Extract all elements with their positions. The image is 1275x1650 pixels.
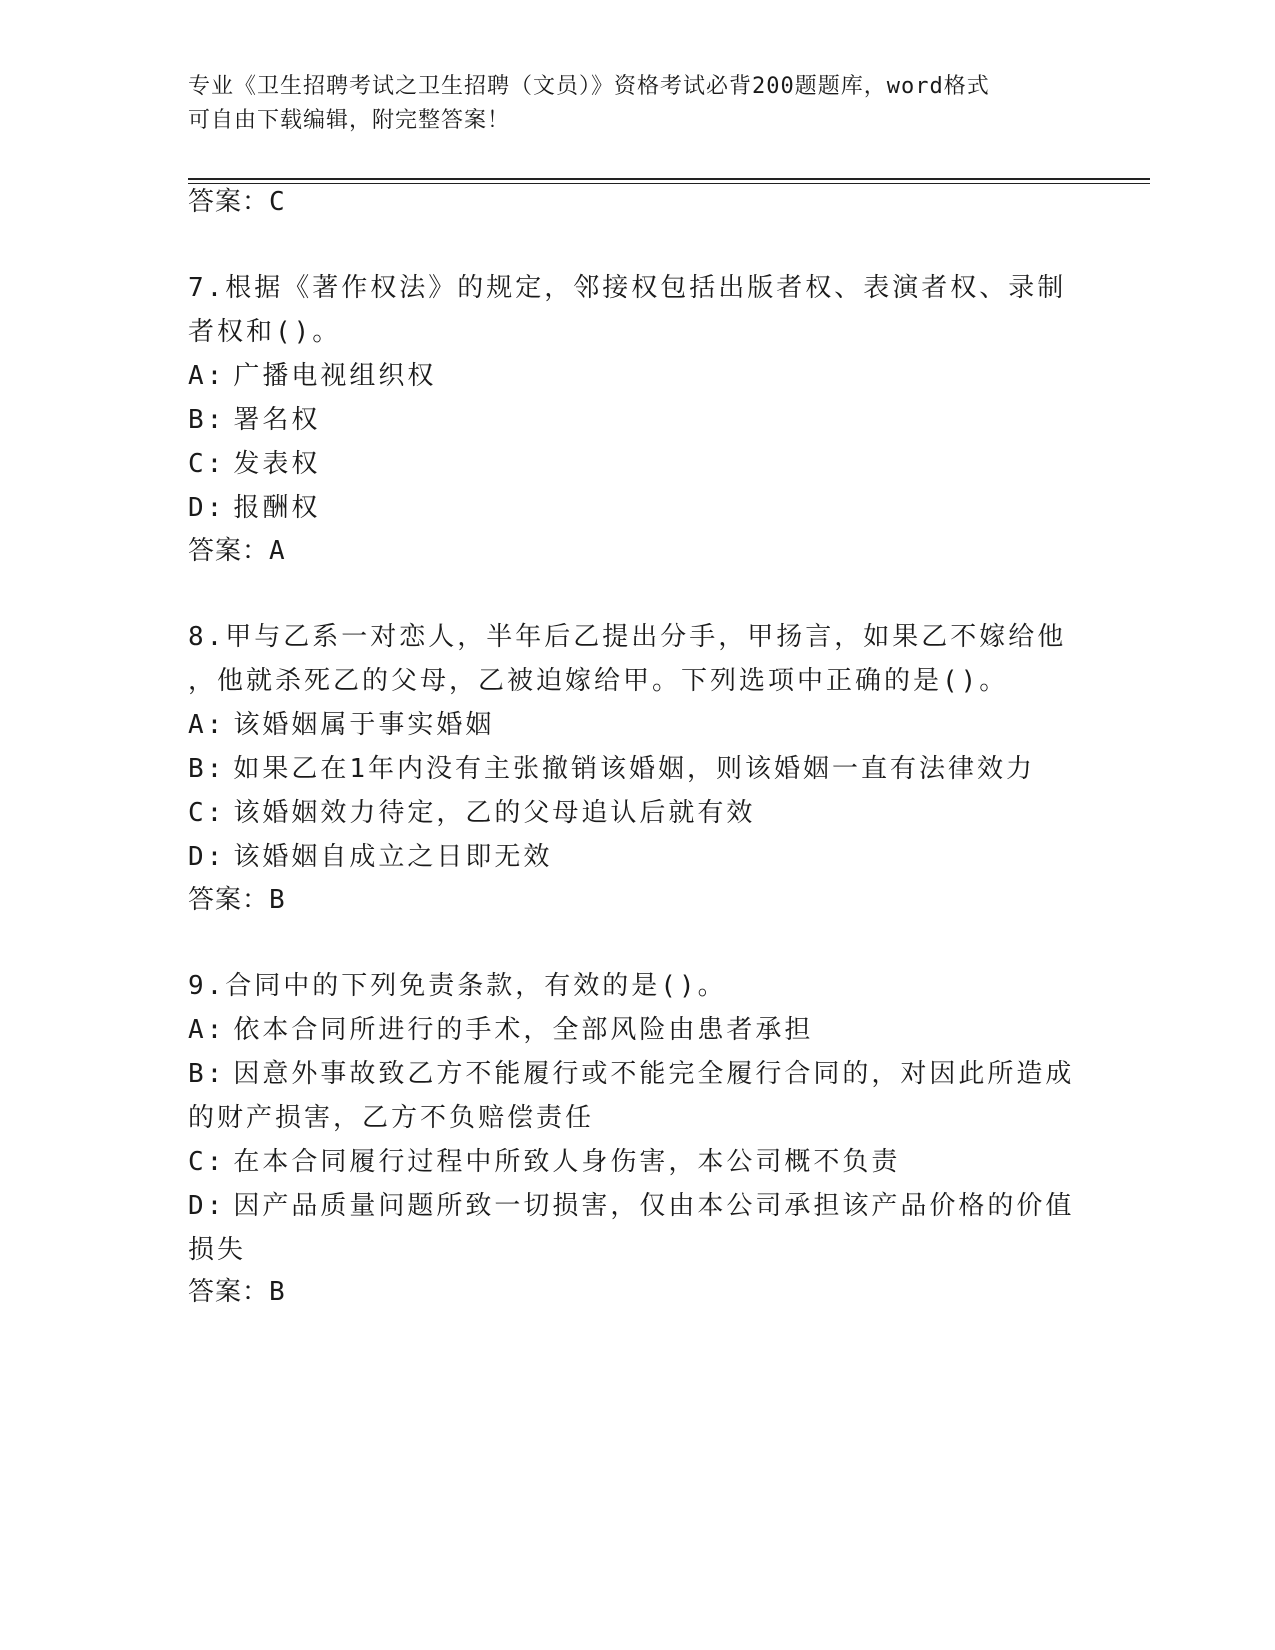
question-7-option-a	[188, 354, 1088, 399]
option-key: D:	[188, 1191, 226, 1221]
question-8-option-d	[188, 835, 1088, 880]
question-9-option-d-continuation: 损失	[188, 1235, 247, 1265]
question-7-option-b	[188, 398, 1088, 443]
question-8-stem-line-2: ，他就杀死乙的父母，乙被迫嫁给甲。下列选项中正确的是()。	[188, 666, 1009, 696]
option-key: C:	[188, 1147, 226, 1177]
option-key: D:	[188, 842, 226, 872]
question-8-option-b	[188, 747, 1088, 792]
question-7-stem-line-1: 7.根据《著作权法》的规定，邻接权包括出版者权、表演者权、录制	[188, 273, 1067, 303]
option-text: 该婚姻自成立之日即无效	[233, 842, 553, 872]
question-9-option-c	[188, 1140, 1088, 1185]
option-text: 署名权	[233, 405, 321, 435]
question-7-stem-line-2: 者权和()。	[188, 317, 342, 347]
option-key: A:	[188, 361, 226, 391]
option-key: C:	[188, 449, 226, 479]
option-key: C:	[188, 798, 226, 828]
answer-previous: 答案：C	[188, 187, 286, 217]
header-divider	[188, 178, 1150, 184]
option-text: 该婚姻效力待定，乙的父母追认后就有效	[233, 798, 756, 828]
question-9-answer: 答案：B	[188, 1277, 286, 1307]
question-7-option-d	[188, 486, 1088, 531]
option-key: B:	[188, 754, 226, 784]
question-8-option-a	[188, 703, 1088, 748]
option-text: 发表权	[233, 449, 321, 479]
option-text: 广播电视组织权	[233, 361, 437, 391]
option-text: 因产品质量问题所致一切损害，仅由本公司承担该产品价格的价值	[233, 1191, 1075, 1221]
option-key: B:	[188, 1059, 226, 1089]
header-line-1: 专业《卫生招聘考试之卫生招聘（文员）》资格考试必背200题题库，word格式	[188, 74, 990, 99]
question-9-option-a	[188, 1008, 1088, 1053]
option-key: B:	[188, 405, 226, 435]
question-9-option-b	[188, 1052, 1088, 1097]
option-text: 因意外事故致乙方不能履行或不能完全履行合同的，对因此所造成	[233, 1059, 1075, 1089]
option-text: 在本合同履行过程中所致人身伤害，本公司概不负责	[233, 1147, 901, 1177]
question-9-option-d	[188, 1184, 1088, 1229]
option-text: 依本合同所进行的手术，全部风险由患者承担	[233, 1015, 814, 1045]
question-8-answer: 答案：B	[188, 885, 286, 915]
document-header	[188, 70, 1088, 138]
question-9-option-b-continuation: 的财产损害，乙方不负赔偿责任	[188, 1103, 595, 1133]
option-key: A:	[188, 1015, 226, 1045]
question-7-answer: 答案：A	[188, 536, 286, 566]
option-key: A:	[188, 710, 226, 740]
question-8-stem-line-1: 8.甲与乙系一对恋人，半年后乙提出分手，甲扬言，如果乙不嫁给他	[188, 622, 1067, 652]
option-key: D:	[188, 493, 226, 523]
question-8-option-c	[188, 791, 1088, 836]
option-text: 如果乙在1年内没有主张撤销该婚姻，则该婚姻一直有法律效力	[233, 754, 1035, 784]
option-text: 报酬权	[233, 493, 321, 523]
option-text: 该婚姻属于事实婚姻	[233, 710, 495, 740]
question-9-stem-line-1: 9.合同中的下列免责条款，有效的是()。	[188, 971, 727, 1001]
question-7-option-c	[188, 442, 1088, 487]
header-line-2: 可自由下载编辑，附完整答案！	[188, 108, 511, 133]
